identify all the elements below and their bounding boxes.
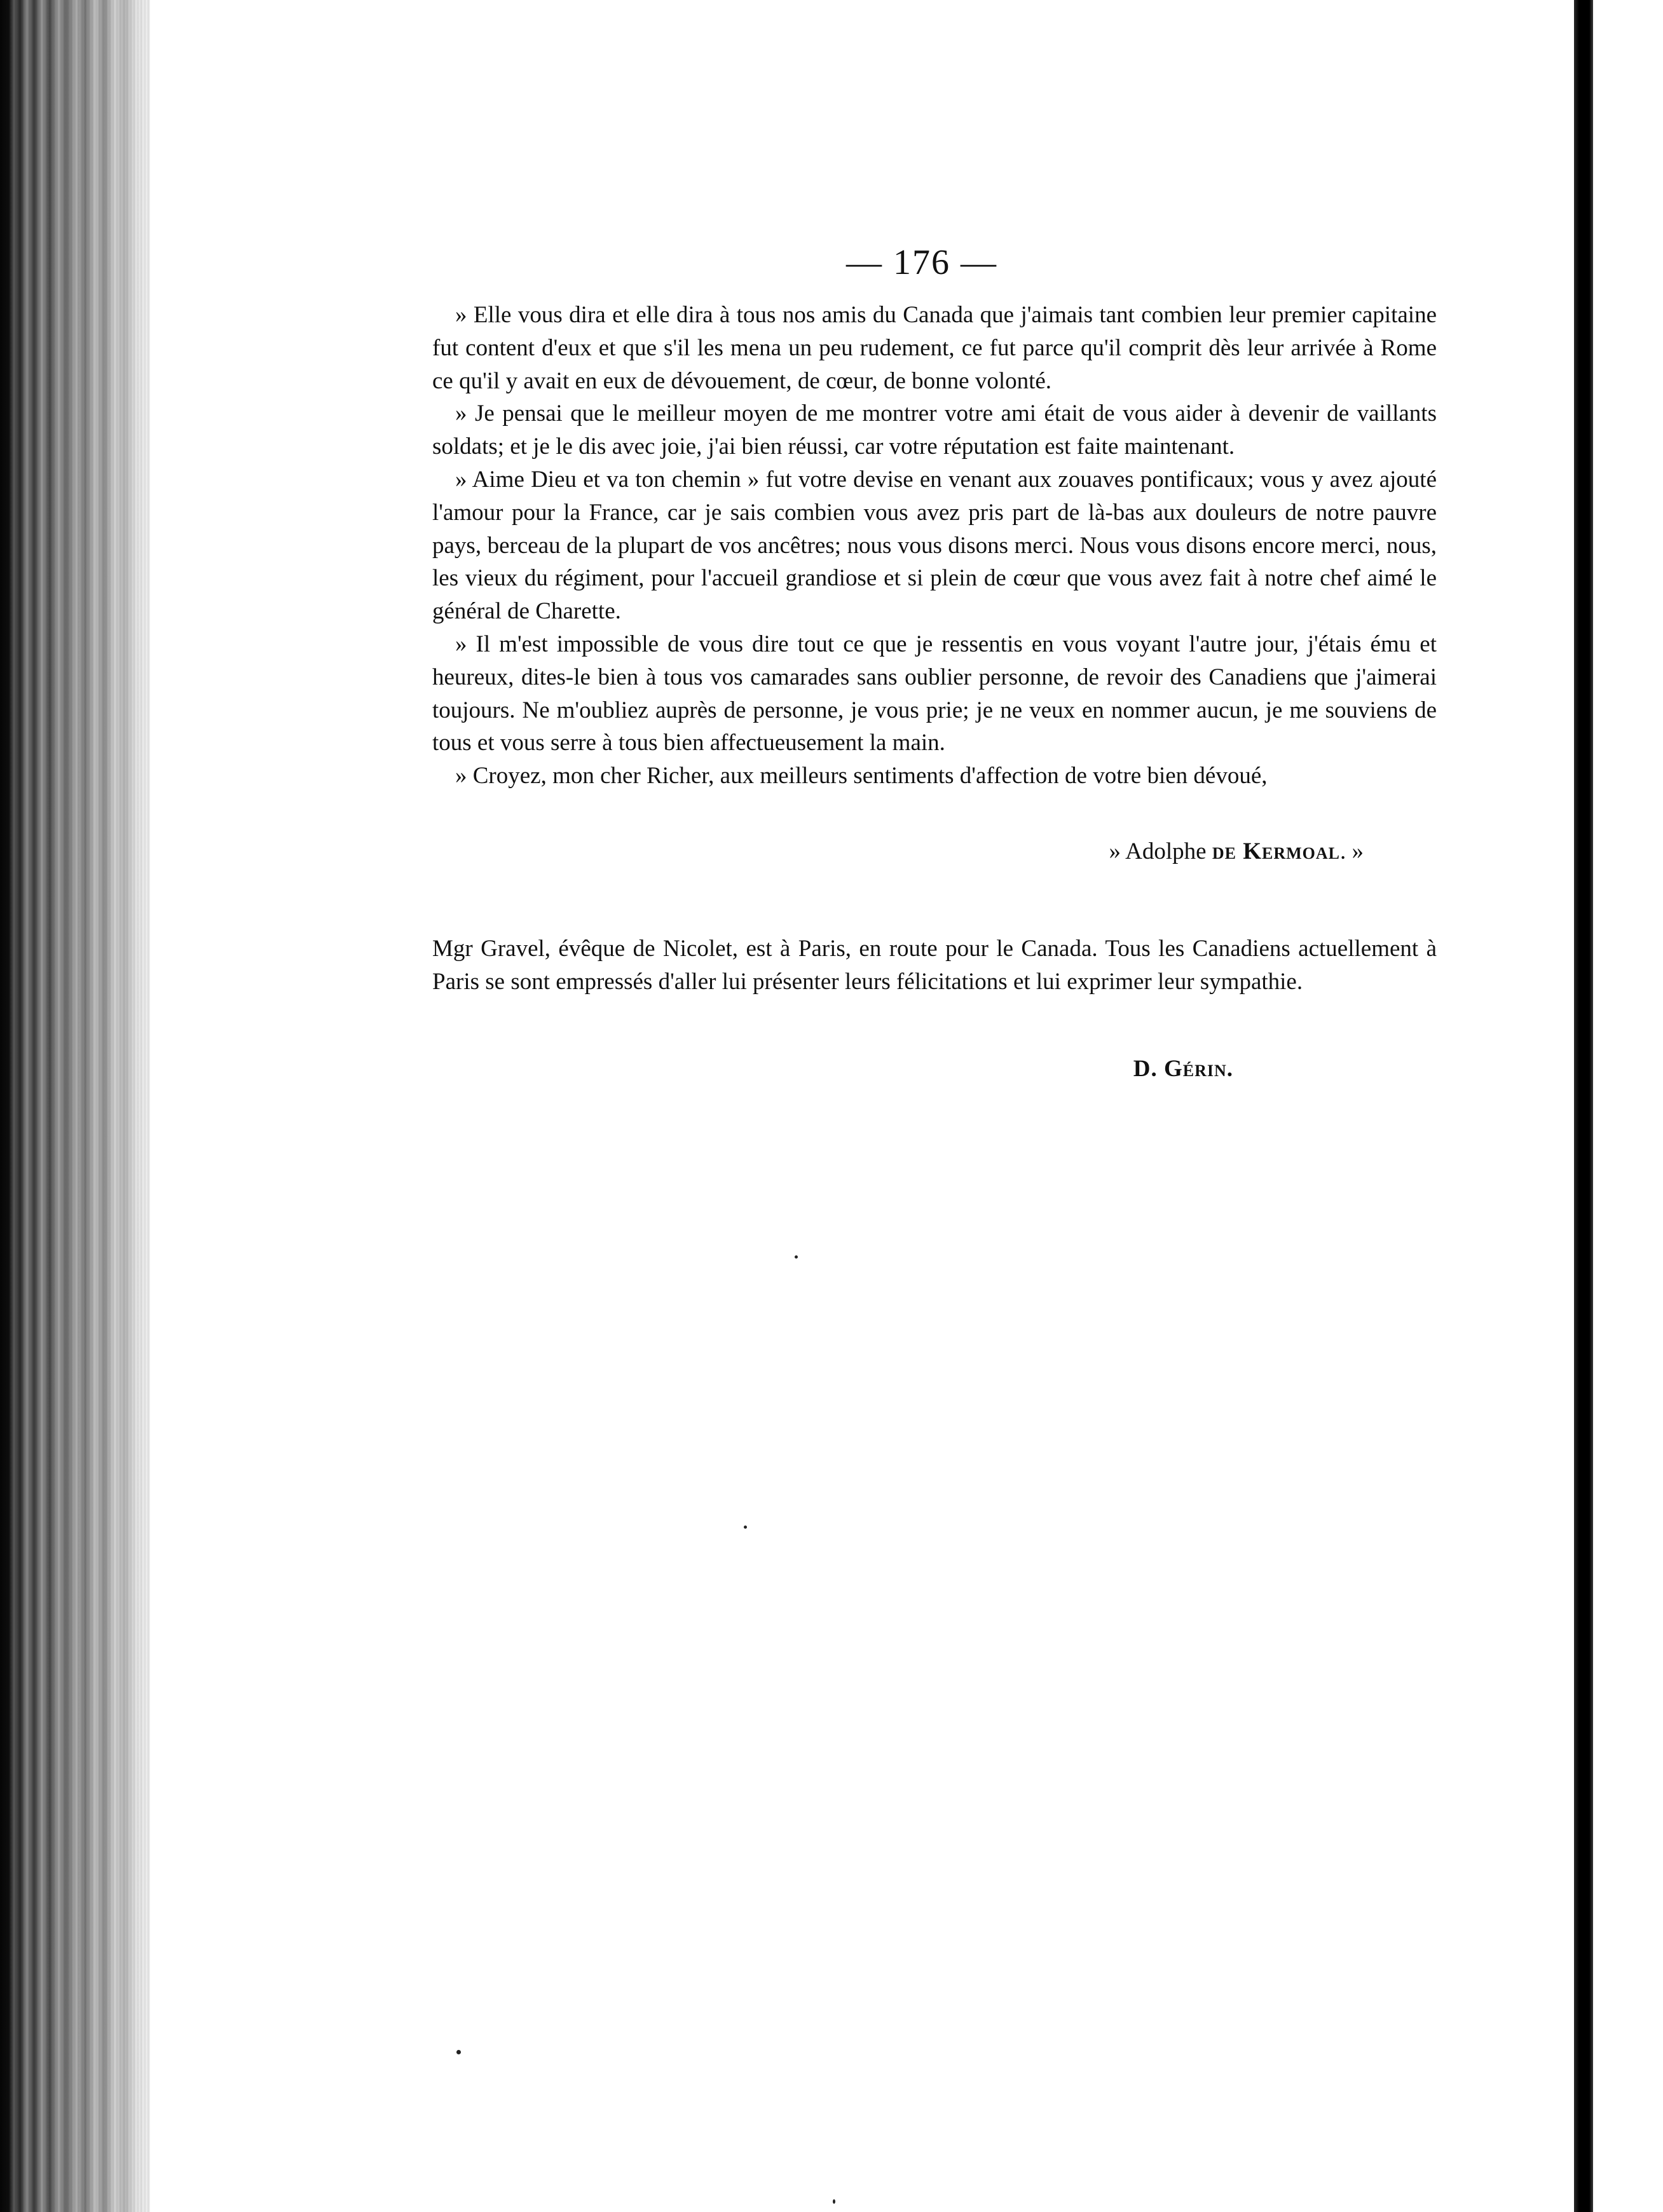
- news-paragraph: Mgr Gravel, évêque de Nicolet, est à Paris, en route pour le Canada. Tous les Canadiens actuellement à Paris se sont empressés d'aller lui présenter leurs félicitations et lui exprimer leur sympathie.: [432, 936, 1437, 995]
- letter-paragraph: » Croyez, mon cher Richer, aux meilleurs sentiments d'affection de votre bien dévoué,: [455, 763, 1268, 789]
- letter-paragraph: » Je pensai que le meilleur moyen de me montrer votre ami était de vous aider à devenir de vaillants soldats; et je le dis avec joie, j'ai bien réussi, car votre réputation est faite maintenant.: [432, 400, 1437, 460]
- letter-paragraph: » Aime Dieu et va ton chemin » fut votre devise en venant aux zouaves pontificaux; vous y avez ajouté l'amour pour la France, car je sais combien vous avez pris part de là-bas aux douleurs de notre pauvre pays, berceau de la plupart de vos ancêtres; nous vous disons merci. Nous vous disons encore merci, nous, les vieux du régiment, pour l'accueil grandiose et si plein de cœur que vous avez fait à notre chef aimé le général de Charette.: [432, 466, 1437, 625]
- paper-speck: [744, 1526, 747, 1529]
- paper-speck: [833, 2199, 835, 2204]
- right-margin: [1593, 0, 1663, 2212]
- page-number: — 176 —: [846, 243, 997, 282]
- signature-prefix: » Adolphe: [1109, 838, 1212, 864]
- page-edge-border: [1574, 0, 1593, 2212]
- paper-speck: [795, 1255, 798, 1259]
- letter-paragraph: » Il m'est impossible de vous dire tout ce que je ressentis en vous voyant l'autre jour, j'étais ému et heureux, dites-le bien à tous vos camarades sans oublier personne, de revoir des Canadiens que j'aimerai toujours. Ne m'oubliez auprès de personne, je vous prie; je ne veux en nommer aucun, je me souviens de tous et vous serre à tous bien affectueusement la main.: [432, 631, 1437, 756]
- letter-body: [432, 299, 1437, 793]
- signature-surname: de Kermoal: [1212, 838, 1340, 864]
- book-gutter-shadow: [0, 0, 150, 2212]
- signature-suffix: . »: [1340, 838, 1364, 864]
- letter-paragraph: » Elle vous dira et elle dira à tous nos amis du Canada que j'aimais tant combien leur premier capitaine fut content d'eux et que s'il les mena un peu rudement, ce fut parce qu'il comprit dès leur arrivée à Rome ce qu'il y avait en eux de dévouement, de cœur, de bonne volonté.: [432, 302, 1437, 394]
- paper-speck: [456, 2050, 461, 2054]
- author-signature: D. Gérin.: [1133, 1056, 1233, 1082]
- letter-signature: [890, 838, 1364, 866]
